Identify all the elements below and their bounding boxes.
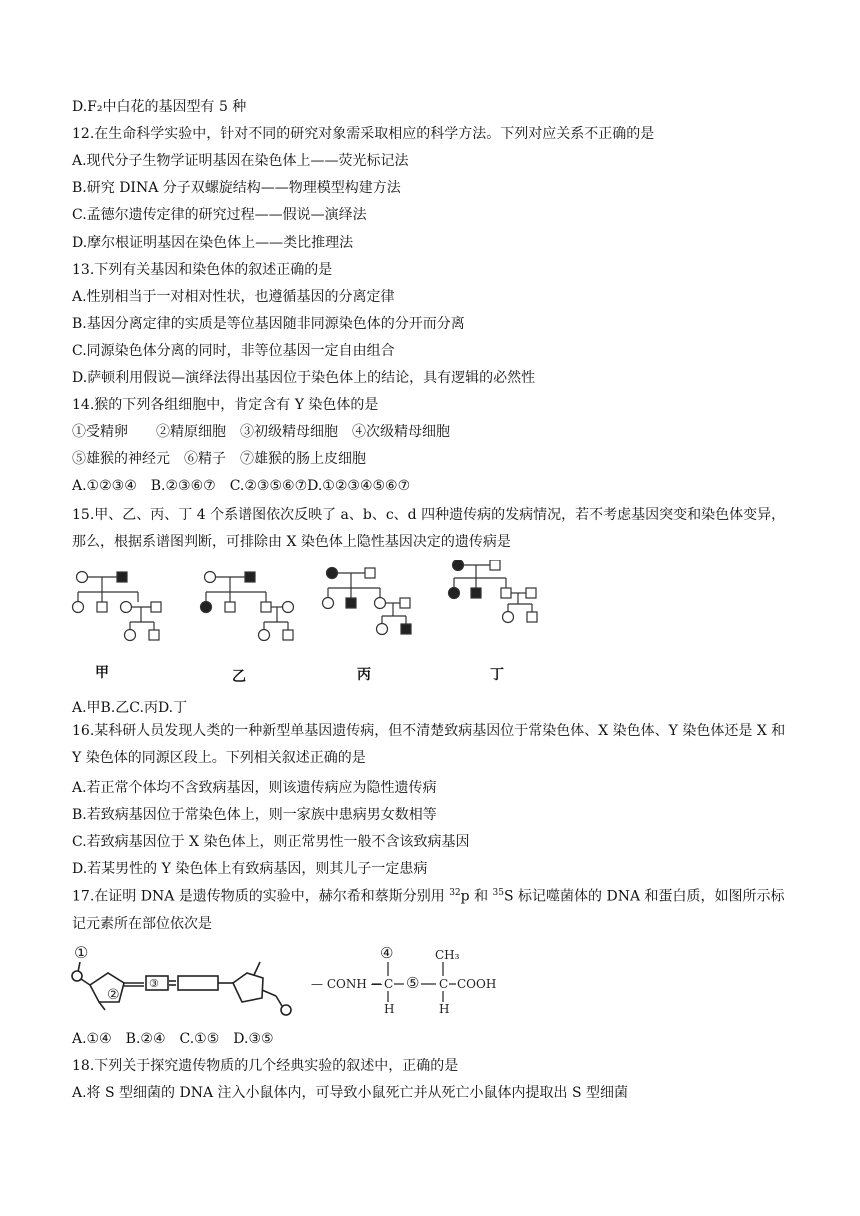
pedigree-bing — [323, 568, 412, 635]
q13-option-a: A.性别相当于一对相对性状，也遵循基因的分离定律 — [72, 289, 395, 305]
pedigree-label-ding: 丁 — [490, 667, 504, 683]
label-4: ④ — [380, 944, 394, 962]
pedigree-label-yi: 乙 — [232, 669, 246, 685]
q16-option-c: C.若致病基因位于 X 染色体上，则正常男性一般不含该致病基因 — [72, 834, 470, 850]
carbon-1: C — [384, 977, 394, 991]
q12-option-c: C.孟德尔遗传定律的研究过程——假说—演绎法 — [72, 207, 367, 223]
q16-stem: 16.某科研人员发现人类的一种新型单基因遗传病，但不清楚致病基因位于常染色体、X 染色体、Y 染色体还是 X 和 Y 染色体的同源区段上。下列相关叙述正确的是 — [72, 723, 786, 766]
methyl-group: CH₃ — [435, 948, 460, 962]
q16-option-a: A.若正常个体均不含致病基因，则该遗传病应为隐性遗传病 — [72, 780, 437, 796]
q17-stem: 17.在证明 DNA 是遗传物质的实验中，赫尔希和蔡斯分别用 $^{32}$p 和 $^{35}$S 标记噬菌体的 DNA 和蛋白质，如图所示标记元素所在部位依次是 — [72, 888, 785, 932]
pedigree-yi — [201, 572, 294, 641]
pedigree-label-jia: 甲 — [95, 665, 109, 681]
q17-options: A.①④ B.②④ C.①⑤ D.③⑤ — [72, 1031, 274, 1047]
carbon-2: C — [439, 977, 449, 991]
q13-stem: 13.下列有关基因和染色体的叙述正确的是 — [72, 262, 333, 278]
q12-option-b: B.研究 DINA 分子双螺旋结构——物理模型构建方法 — [72, 180, 401, 196]
pedigree-label-bing: 丙 — [357, 667, 371, 683]
nucleotide-and-amino-acid-figure — [68, 938, 528, 1018]
q15-options: A.甲B.乙C.丙D.丁 — [72, 700, 188, 716]
pedigree-figures — [68, 560, 548, 650]
hydrogen-2: H — [439, 1002, 450, 1016]
q13-option-d: D.萨顿利用假说—演绎法得出基因位于染色体上的结论，具有逻辑的必然性 — [72, 370, 536, 386]
label-1: ① — [74, 943, 89, 962]
hydrogen-1: H — [384, 1002, 395, 1016]
q13-option-b: B.基因分离定律的实质是等位基因随非同源染色体的分开而分离 — [72, 316, 465, 332]
q11-option-d: D.F₂中白花的基因型有 5 种 — [72, 99, 247, 115]
pedigree-ding — [449, 560, 538, 623]
label-2: ② — [107, 987, 120, 1003]
label-5: ⑤ — [406, 974, 420, 992]
label-3: ③ — [149, 977, 159, 990]
q12-stem: 12.在生命科学实验中，针对不同的研究对象需采取相应的科学方法。下列对应关系不正确的是 — [72, 126, 655, 142]
q14-stem: 14.猴的下列各组细胞中，肯定含有 Y 染色体的是 — [72, 397, 379, 413]
q14-items-2: ⑤雄猴的神经元 ⑥精子 ⑦雄猴的肠上皮细胞 — [72, 451, 366, 467]
pedigree-jia — [73, 572, 162, 641]
q14-items-1: ①受精卵 ②精原细胞 ③初级精母细胞 ④次级精母细胞 — [72, 424, 450, 440]
q18-option-a: A.将 S 型细菌的 DNA 注入小鼠体内，可导致小鼠死亡并从死亡小鼠体内提取出 S 型细菌 — [72, 1085, 629, 1101]
q14-options: A.①②③④ B.②③⑥⑦ C.②③⑤⑥⑦D.①②③④⑤⑥⑦ — [72, 478, 411, 494]
q12-option-a: A.现代分子生物学证明基因在染色体上——荧光标记法 — [72, 153, 409, 169]
q12-option-d: D.摩尔根证明基因在染色体上——类比推理法 — [72, 235, 354, 251]
q18-stem: 18.下列关于探究遗传物质的几个经典实验的叙述中，正确的是 — [72, 1058, 459, 1074]
conh-group: — CONH — — [311, 977, 383, 991]
q13-option-c: C.同源染色体分离的同时，非等位基因一定自由组合 — [72, 343, 395, 359]
carboxyl-group: COOH — [457, 977, 497, 991]
q16-option-b: B.若致病基因位于常染色体上，则一家族中患病男女数相等 — [72, 807, 437, 823]
q15-stem: 15.甲、乙、丙、丁 4 个系谱图依次反映了 a、b、c、d 四种遗传病的发病情况，若不考虑基因突变和染色体变异，那么，根据系谱图判断，可排除由 X 染色体上隐性基因决定的遗传病是 — [72, 507, 786, 550]
q16-option-d: D.若某男性的 Y 染色体上有致病基因，则其儿子一定患病 — [72, 861, 428, 877]
